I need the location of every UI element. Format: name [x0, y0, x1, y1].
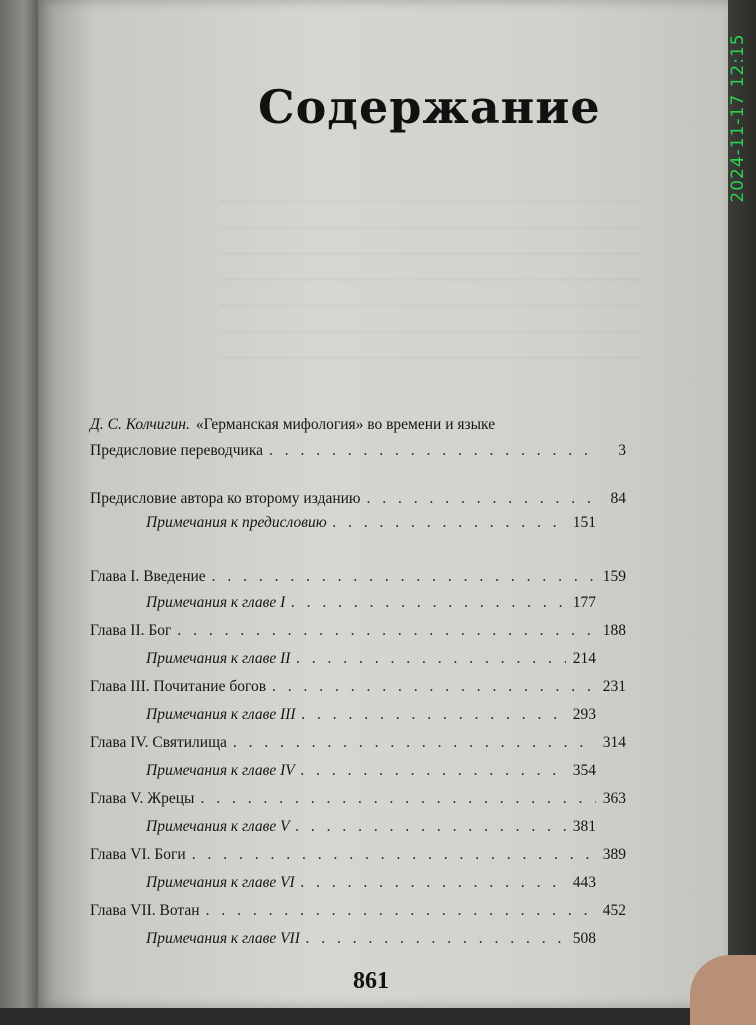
toc-leader [291, 594, 566, 612]
toc-page-number: 214 [572, 650, 596, 667]
toc-entry-title: Предисловие автора ко второму изданию [90, 490, 361, 507]
toc-intro-row [90, 416, 630, 440]
toc-entry-title: Глава I. Введение [90, 568, 206, 585]
toc-entry-title: Примечания к предисловию [146, 514, 327, 531]
toc-page-number: 381 [572, 818, 596, 835]
toc-entry-title: Примечания к главе III [146, 706, 296, 723]
show-through-text [220, 200, 640, 380]
toc-page-number: 159 [602, 568, 626, 585]
toc-leader [206, 902, 596, 920]
toc-page-number: 151 [572, 514, 596, 531]
toc-page-number: 84 [610, 490, 626, 507]
toc-entry-title: Примечания к главе IV [146, 762, 295, 779]
toc-row [90, 902, 626, 926]
toc-entry-title: Глава II. Бог [90, 622, 172, 639]
toc-page-number: 3 [618, 442, 626, 459]
toc-page-number: 177 [572, 594, 596, 611]
toc-page-number: 452 [602, 902, 626, 919]
toc-leader [212, 568, 596, 586]
toc-leader [200, 790, 596, 808]
page-number: 861 [353, 968, 389, 994]
toc-page-number: 443 [572, 874, 596, 891]
toc-row [146, 874, 596, 898]
toc-row [146, 706, 596, 730]
toc-leader [301, 762, 566, 780]
toc-entry-title: Глава III. Почитание богов [90, 678, 267, 695]
toc-page-number: 363 [602, 790, 626, 807]
toc-page-number: 231 [602, 678, 626, 695]
toc-row [146, 930, 596, 954]
toc-leader [333, 514, 566, 532]
toc-row [146, 650, 596, 674]
toc-row [146, 818, 596, 842]
toc-entry-title: Примечания к главе I [146, 594, 286, 611]
toc-leader [177, 622, 596, 640]
page-title: Содержание [258, 80, 601, 134]
toc-page-number: 293 [572, 706, 596, 723]
toc-row [146, 594, 596, 618]
toc-page-number: 354 [572, 762, 596, 779]
toc-entry-title: Примечания к главе VII [146, 930, 300, 947]
toc-row [90, 734, 626, 758]
toc-entry-title: Примечания к главе VI [146, 874, 295, 891]
toc-leader [296, 818, 566, 836]
toc-page-number: 314 [602, 734, 626, 751]
toc-row [90, 678, 626, 702]
toc-row [146, 514, 596, 538]
toc-entry-title: Примечания к главе II [146, 650, 291, 667]
toc-entry-title: Глава IV. Святилища [90, 734, 227, 751]
toc-page-number: 188 [602, 622, 626, 639]
toc-entry-title: Глава V. Жрецы [90, 790, 195, 807]
toc-intro-author: Д. С. Колчигин. [90, 416, 190, 433]
toc-entry-title: Глава VII. Вотан [90, 902, 200, 919]
toc-leader [269, 442, 596, 460]
toc-entry-title: Примечания к главе V [146, 818, 290, 835]
toc-row [90, 622, 626, 646]
toc-row [90, 490, 626, 514]
toc-row [146, 762, 596, 786]
toc-row [90, 568, 626, 592]
toc-page-number: 508 [572, 930, 596, 947]
toc-leader [306, 930, 566, 948]
photo-timestamp: 2024-11-17 12:15 [728, 33, 748, 203]
toc-leader [302, 706, 566, 724]
toc-leader [192, 846, 596, 864]
toc-leader [296, 650, 566, 668]
toc-leader [367, 490, 596, 508]
adjacent-page-edge [0, 0, 40, 1008]
toc-leader [272, 678, 596, 696]
toc-row [90, 846, 626, 870]
toc-entry-title: Предисловие переводчика [90, 442, 264, 459]
toc-leader [233, 734, 596, 752]
toc-row [90, 442, 626, 466]
toc-row [90, 790, 626, 814]
toc-page-number: 389 [602, 846, 626, 863]
toc-intro-title: «Германская мифология» во времени и языке [195, 416, 496, 433]
toc-leader [301, 874, 566, 892]
toc-entry-title: Глава VI. Боги [90, 846, 186, 863]
